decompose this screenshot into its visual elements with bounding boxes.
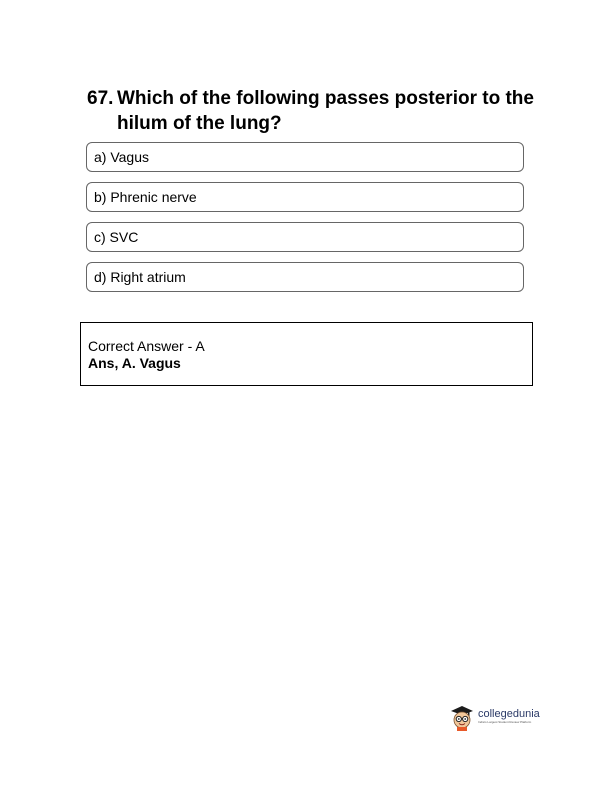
question-text: Which of the following passes posterior to the hilum of the lung? <box>117 88 534 134</box>
correct-answer-line: Correct Answer - A <box>88 338 205 354</box>
collegedunia-logo <box>449 703 549 733</box>
option-d[interactable]: d) Right atrium <box>86 262 524 292</box>
answer-explanation: Ans, A. Vagus <box>88 355 181 371</box>
answer-box <box>80 322 533 386</box>
brand-name: collegedunia <box>478 708 540 720</box>
option-c[interactable]: c) SVC <box>86 222 524 252</box>
option-b[interactable]: b) Phrenic nerve <box>86 182 524 212</box>
question-number: 67. <box>87 88 114 109</box>
question <box>87 86 537 136</box>
option-a[interactable]: a) Vagus <box>86 142 524 172</box>
brand-tagline: India's Largest Student Review Platform <box>478 720 532 724</box>
mascot-icon <box>449 703 475 731</box>
